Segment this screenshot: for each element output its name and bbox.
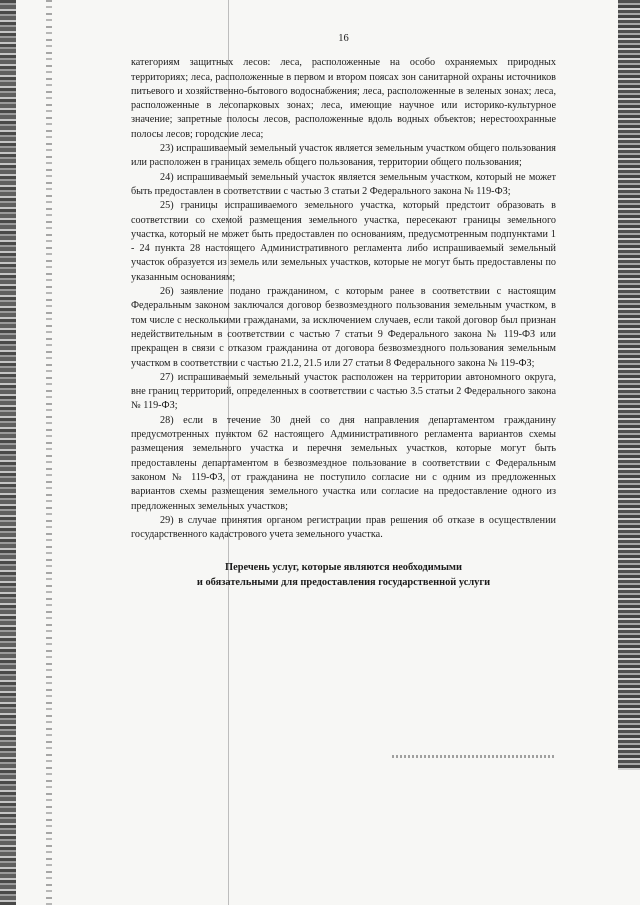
paragraph-item-24: 24) испрашиваемый земельный участок является земельным участком, который не может быть предоставлен в соответствии с частью 3 статьи 2 Федерального закона № 119-ФЗ; xyxy=(131,171,556,197)
section-heading xyxy=(131,560,556,590)
document-body xyxy=(131,32,556,590)
paragraph-item-29: 29) в случае принятия органом регистрации прав решения об отказе в осуществлении государственного кадастрового учета земельного участка. xyxy=(131,514,556,541)
paragraph-item-25: 25) границы испрашиваемого земельного участка, который предстоит образовать в соответствии со схемой размещения земельного участка, пересекают границы земельного участка, который не может быть предоставлен по основаниям, предусмотренным подпунктами 1 - 24 пункта 28 настоящего Административного регламента либо испрашиваемый земельный участок образуется из земель или земельных участков, которые не могут быть предоставлены по указанным основаниям; xyxy=(131,200,556,283)
scan-edge-right xyxy=(618,0,640,770)
section-heading-line-2: и обязательными для предоставления государственной услуги xyxy=(196,577,491,589)
paragraph-item-26: 26) заявление подано гражданином, с которым ранее в соответствии с настоящим Федеральным законом заключался договор безвозмездного пользования земельным участком, в том числе с несколькими гражданами, за исключением случаев, если такой договор был признан недействительным в соответствии с частью 7 статьи 9 Федерального закона № 119-ФЗ или прекращен в связи с отказом гражданина от договора безвозмездного пользования земельным участком в соответствии с частью 21.2, 21.5 или 27 статьи 8 Федерального закона № 119-ФЗ; xyxy=(131,286,556,369)
section-heading-line-1: Перечень услуг, которые являются необходимыми xyxy=(225,562,462,574)
scan-artifact-strip xyxy=(392,755,556,758)
paragraph-item-23: 23) испрашиваемый земельный участок является земельным участком общего пользования или расположен в границах земель общего пользования, территории общего пользования; xyxy=(131,143,556,169)
paragraph-item-28: 28) если в течение 30 дней со дня направления департаментом гражданину предусмотренных пунктом 62 настоящего Административного регламента вариантов схемы размещения земельного участка и перечня земельных участков, которые могут быть предоставлены департаментом в безвозмездное пользование в соответствии с Федеральным законом № 119-ФЗ, от гражданина не поступило согласие ни с одним из предложенных вариантов схемы размещения земельного участка или согласие на предоставление одного из предложенных земельных участков; xyxy=(131,414,556,512)
scan-binding-marks xyxy=(46,0,52,905)
paragraph-continuation: категориям защитных лесов: леса, расположенные на особо охраняемых природных территориях; леса, расположенные в первом и втором поясах зон санитарной охраны источников питьевого и хозяйственно-бытового водоснабжения; леса, расположенные в зеленых зонах; леса, расположенные в лесопарковых зонах; леса, имеющие научное или историко-культурное значение; запретные полосы лесов, расположенные вдоль водных объектов; нерестоохранные полосы лесов; городские леса; xyxy=(131,57,556,140)
scan-edge-left xyxy=(0,0,16,905)
paragraph-item-27: 27) испрашиваемый земельный участок расположен на территории автономного округа, вне границ территорий, определенных в соответствии с частью 3.5 статьи 2 Федерального закона № 119-ФЗ; xyxy=(131,371,556,412)
page-number: 16 xyxy=(338,33,349,44)
